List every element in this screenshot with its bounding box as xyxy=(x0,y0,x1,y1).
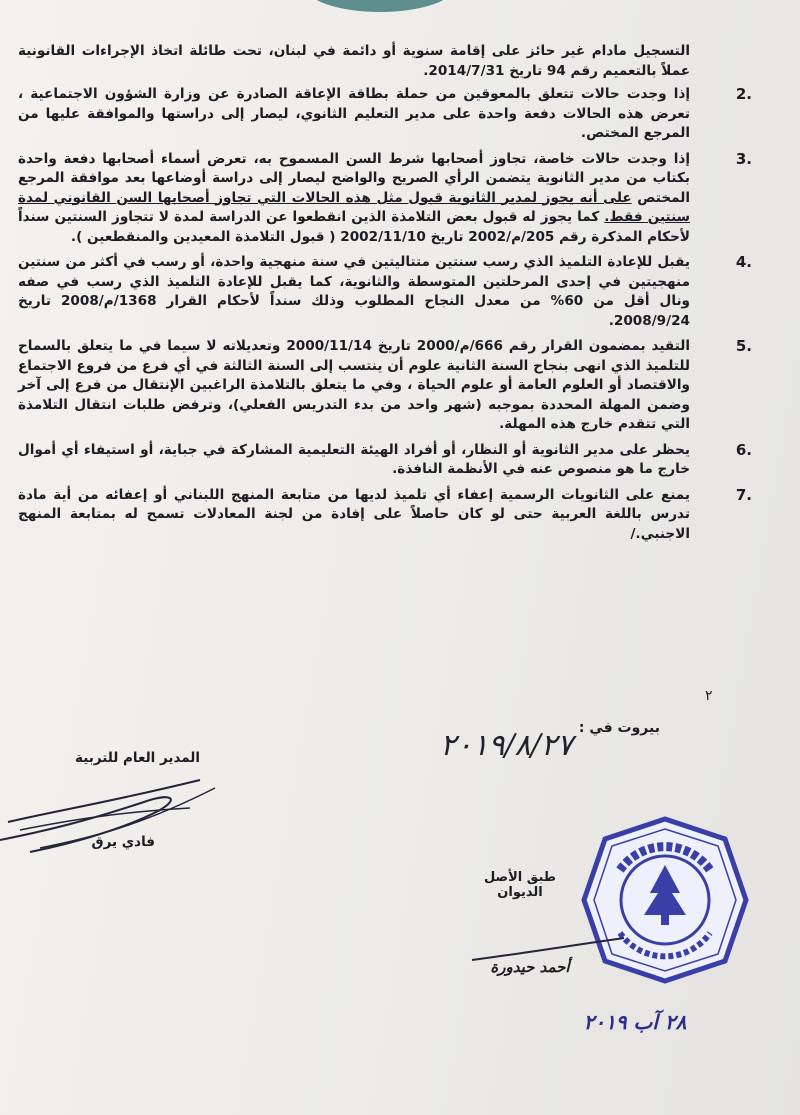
handwritten-date: ٢٠١٩/٨/٢٧ xyxy=(440,728,574,763)
item-text: إذا وجدت حالات تتعلق بالمعوقين من حملة بطاقة الإعاقة الصادرة عن وزارة الشؤون الاجتماعية ، تعرض هذه الحالات دفعة واحدة على مدير التعليم الثانوي، ليصار إلى دراستها والموافقة عليها من المرجع المختص. xyxy=(18,86,690,141)
signature-scribble xyxy=(0,760,240,870)
item-number: 4. xyxy=(735,253,752,271)
list-item-4 xyxy=(18,253,752,331)
list-item-7 xyxy=(18,485,752,545)
top-edge-object xyxy=(305,0,455,12)
item-text: يحظر على مدير الثانوية أو النظار، أو أفراد الهيئة التعليمية المشاركة في جباية، أو استيفاء أي أموال خارج ما هو منصوص عنه في الأنظمة النافذة. xyxy=(18,441,690,477)
signatory-name: فادي يرق xyxy=(91,834,155,850)
item-text-continued: كما يجوز له قبول بعض التلامذة الذين انقطعوا عن الدراسة لمدة لا تتجاوز السنتين سنداً لأحكام المذكرة رقم 205/م/2002 تاريخ 2002/11/10 ( قبول التلامذة المعيدين والمنقطعين ). xyxy=(18,209,690,245)
item-number: 6. xyxy=(735,440,752,459)
item-number: 2. xyxy=(735,85,752,103)
true-copy-stamp xyxy=(480,870,560,900)
true-copy-office: الديوان xyxy=(497,885,543,900)
stamp-date: ٢٨ آب ٢٠١٩ xyxy=(583,1010,687,1034)
document-body xyxy=(18,42,752,550)
clerk-name: أحمد حيدورة xyxy=(490,958,570,976)
list-item-6 xyxy=(18,440,752,480)
item-text: التقيد بمضمون القرار رقم 666/م/2000 تاريخ 2000/11/14 وتعديلاته لا سيما في ما يتعلق بالسماح للتلميذ الذي انهى بنجاح السنة الثانية علوم أن ينتسب إلى السنة الثالثة في أي فرع من فروع الاجتماع والاقتصاد أو العلوم العامة أو علوم الحياة ، وفي ما يتعلق بالتلامذة الراغبين الإنتقال من فرع إلى آخر وضمن المهلة المحددة بموجبه (شهر واحد من بدء التدريس الفعلي)، وترفض طلبات انتقال التلامذة التي تتقدم خارج هذه المهلة. xyxy=(18,338,691,432)
list-item-3 xyxy=(18,149,752,248)
signatory-title: المدير العام للتربية xyxy=(75,750,200,766)
intro-paragraph: التسجيل مادام غير حائز على إقامة سنوية أو دائمة في لبنان، تحت طائلة اتخاذ الإجراءات القانونية عملاً بالتعميم رقم 94 تاريخ 2014/7/31. xyxy=(18,43,690,79)
item-number: 3. xyxy=(735,149,752,168)
item-text: يقبل للإعادة التلميذ الذي رسب سنتين متتاليتين في سنة منهجية واحدة، أو رسب في أكثر من سنتين منهجيتين في إحدى المرحلتين المتوسطة والثانوية، كما يقبل للإعادة التلميذ الذي رسب في صفه ونال أقل من 60% من معدل النجاح المطلوب وذلك سنداً لأحكام القرار 1368/م/2008 تاريخ 2008/9/24. xyxy=(18,254,691,329)
item-text: إذا وجدت حالات خاصة، تجاوز أصحابها شرط السن المسموح به، تعرض أسماء أصحابها دفعة واحدة بكتاب من مدير الثانوية يتضمن الرأي الصريح والواضح ليصار إلى دراسة أوضاعها بعد موافقة المرجع المختص xyxy=(18,150,690,206)
date-label: بيروت في : xyxy=(578,720,660,736)
item-number: 5. xyxy=(735,337,752,355)
underlined-text: على أنه يجوز لمدير الثانوية قبول مثل هذه الحالات التي تجاوز أصحابها السن القانوني لمدة سنتين فقط. xyxy=(18,189,691,225)
true-copy-label: طبق الأصل xyxy=(483,870,557,885)
list-item-5 xyxy=(18,337,752,435)
list-item-2 xyxy=(18,85,752,144)
item-text: يمنع على الثانويات الرسمية إعفاء أي تلميذ لديها من متابعة المنهج اللبناني أو إعفائه من أية مادة تدرس باللغة العربية حتى لو كان حاصلاً على إفادة من لجنة المعادلات تسمح له بمتابعة المنهج الاجنبي./ xyxy=(18,486,690,542)
item-number: 7. xyxy=(735,485,752,504)
trailing-mark: ٢ xyxy=(705,688,713,704)
